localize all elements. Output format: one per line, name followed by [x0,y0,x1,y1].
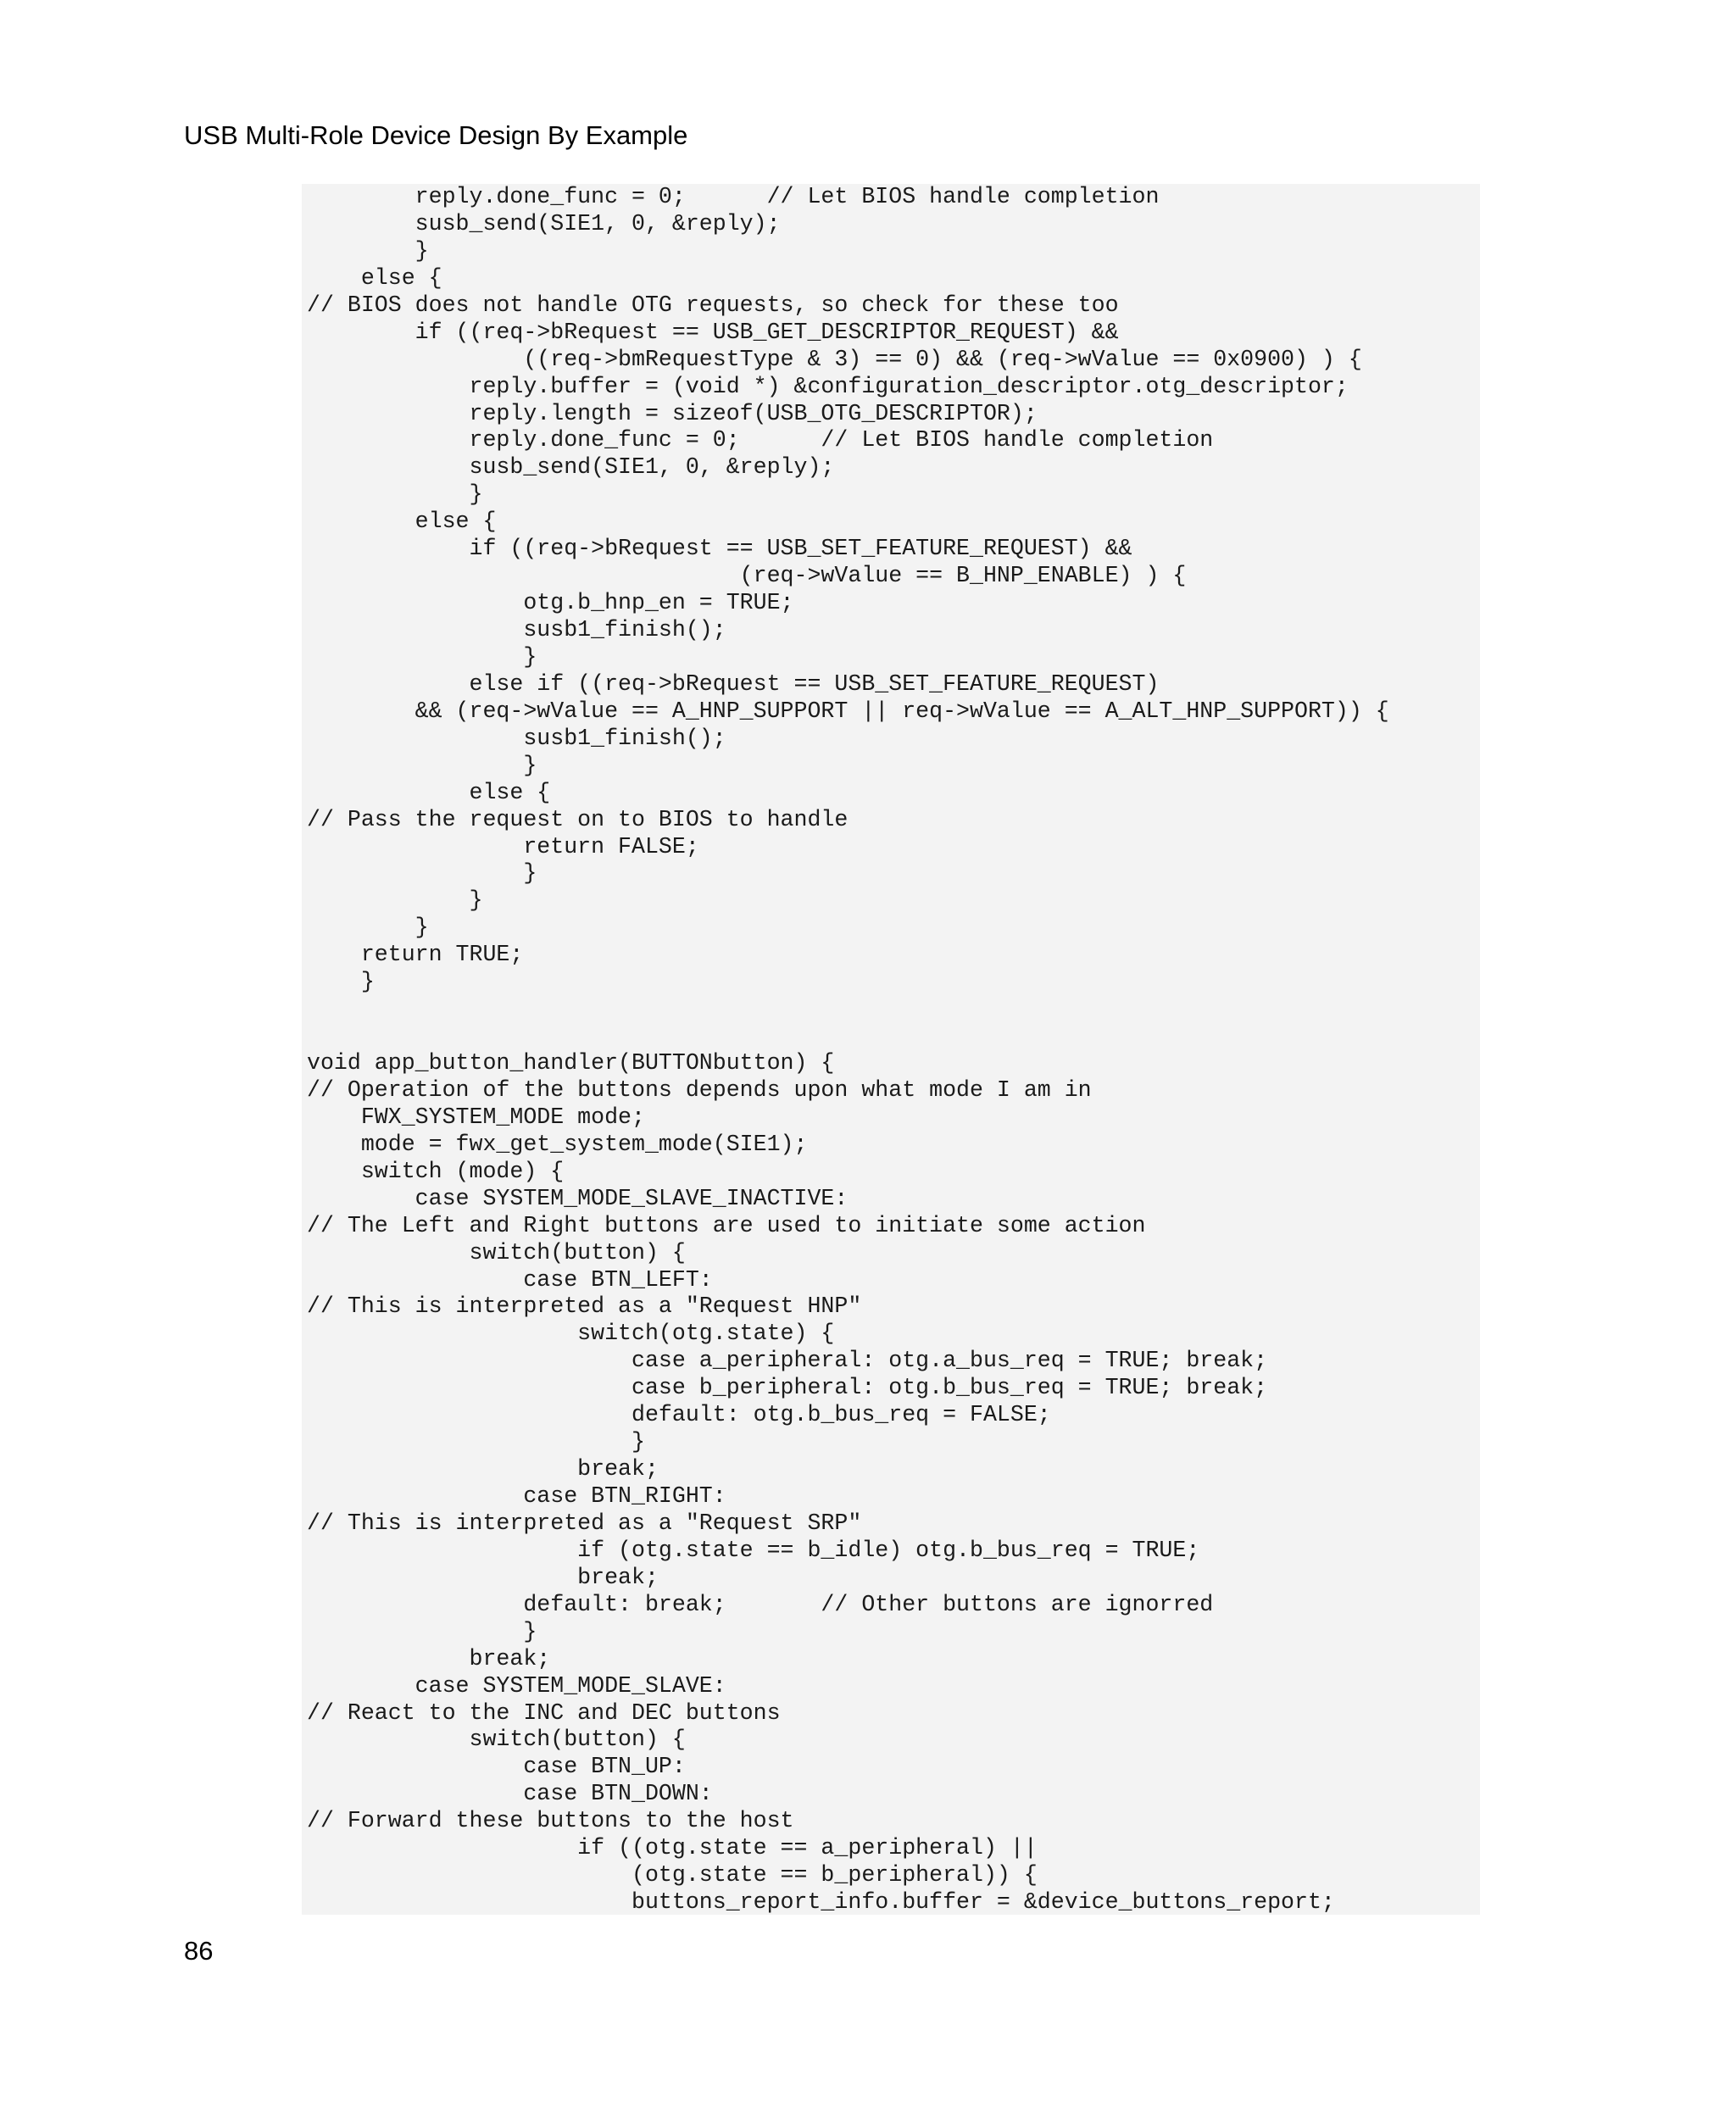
code-line: else { [307,509,497,535]
code-line: } [307,887,483,914]
code-line: buttons_report_info.buffer = &device_buttons_report; [307,1889,1335,1915]
code-line: case BTN_DOWN: [307,1781,713,1807]
code-line: // The Left and Right buttons are used to initiate some action [307,1212,1146,1238]
code-line: } [307,481,483,508]
code-line: default: otg.b_bus_req = FALSE; [307,1402,1051,1428]
code-line: // This is interpreted as a "Request HNP" [307,1293,862,1320]
code-line: } [307,969,375,995]
code-line: switch(button) { [307,1239,686,1265]
code-line: switch (mode) { [307,1158,565,1184]
code-line: otg.b_hnp_en = TRUE; [307,590,794,616]
code-line: // React to the INC and DEC buttons [307,1699,781,1726]
code-line: } [307,237,429,264]
code-line: ((req->bmRequestType & 3) == 0) && (req->wValue == 0x0900) ) { [307,346,1362,372]
code-line: reply.done_func = 0; // Let BIOS handle completion [307,427,1214,453]
code-line: && (req->wValue == A_HNP_SUPPORT || req->wValue == A_ALT_HNP_SUPPORT)) { [307,698,1389,724]
code-line: if (otg.state == b_idle) otg.b_bus_req = TRUE; [307,1537,1200,1563]
code-line: } [307,860,537,887]
code-line: susb_send(SIE1, 0, &reply); [307,454,835,481]
code-line: susb1_finish(); [307,617,726,642]
code-line: default: break; // Other buttons are ignorred [307,1591,1214,1617]
code-line: else { [307,264,442,291]
code-line: case a_peripheral: otg.a_bus_req = TRUE; break; [307,1348,1268,1374]
code-line [307,996,1389,1023]
code-line: else if ((req->bRequest == USB_SET_FEATURE_REQUEST) [307,670,1160,697]
code-line: } [307,752,537,778]
code-line: // BIOS does not handle OTG requests, so check for these too [307,292,1119,318]
code-line: } [307,915,429,941]
code-line: reply.length = sizeof(USB_OTG_DESCRIPTOR); [307,400,1038,426]
code-line: } [307,1618,537,1644]
code-line: } [307,643,537,670]
code-line: case BTN_UP: [307,1754,686,1780]
code-line: if ((req->bRequest == USB_SET_FEATURE_REQUEST) && [307,536,1132,562]
code-line: (otg.state == b_peripheral)) { [307,1862,1038,1888]
code-line: case SYSTEM_MODE_SLAVE: [307,1672,726,1699]
code-line: return FALSE; [307,833,699,859]
code-line: break; [307,1564,659,1590]
code-line: reply.done_func = 0; // Let BIOS handle completion [307,184,1160,209]
code-line: mode = fwx_get_system_mode(SIE1); [307,1131,808,1157]
code-line [307,1023,1389,1050]
code-line: if ((otg.state == a_peripheral) || [307,1835,1038,1861]
code-line: else { [307,779,551,805]
code-line: susb_send(SIE1, 0, &reply); [307,210,781,236]
code-line: susb1_finish(); [307,725,726,751]
code-line: switch(otg.state) { [307,1321,835,1347]
running-header: USB Multi-Role Device Design By Example [184,120,688,150]
code-line: switch(button) { [307,1727,686,1753]
code-line: case BTN_LEFT: [307,1266,713,1293]
code-line: } [307,1429,645,1455]
code-line: FWX_SYSTEM_MODE mode; [307,1104,645,1130]
code-line: reply.buffer = (void *) &configuration_descriptor.otg_descriptor; [307,373,1349,399]
code-listing [302,184,1480,1915]
code-line: // This is interpreted as a "Request SRP" [307,1510,862,1536]
code-line: if ((req->bRequest == USB_GET_DESCRIPTOR_REQUEST) && [307,319,1119,345]
code-line: // Pass the request on to BIOS to handle [307,806,849,832]
code-line: break; [307,1456,659,1482]
code-line: case BTN_RIGHT: [307,1483,726,1509]
code-line: case SYSTEM_MODE_SLAVE_INACTIVE: [307,1185,849,1211]
code-line: void app_button_handler(BUTTONbutton) { [307,1050,835,1076]
code-line: return TRUE; [307,942,524,968]
code-line: // Forward these buttons to the host [307,1808,794,1834]
code-lines [307,184,1389,1915]
page-number: 86 [184,1936,214,1966]
code-line: (req->wValue == B_HNP_ENABLE) ) { [307,563,1187,589]
code-line: case b_peripheral: otg.b_bus_req = TRUE; break; [307,1375,1268,1401]
code-line: // Operation of the buttons depends upon what mode I am in [307,1076,1092,1103]
code-line: break; [307,1645,551,1671]
